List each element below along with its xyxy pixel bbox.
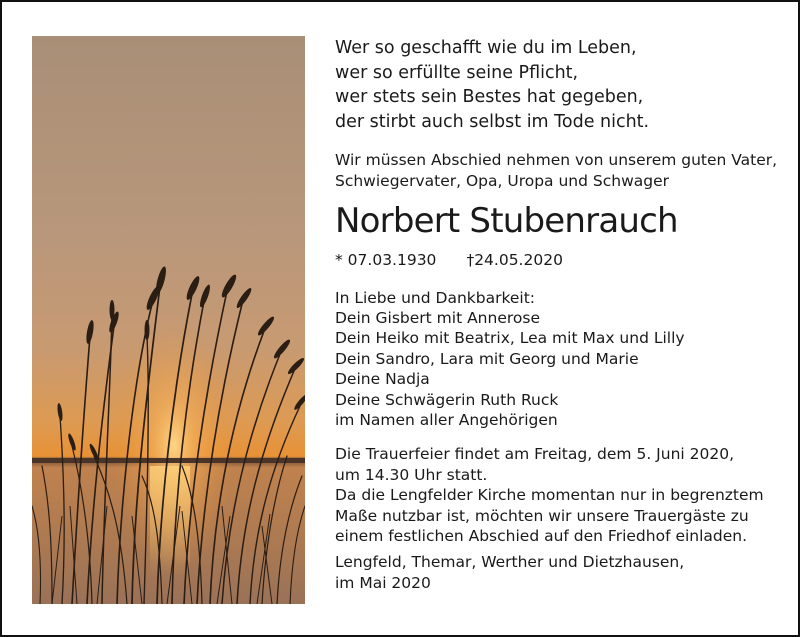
poem-line: wer stets sein Bestes hat gegeben, bbox=[335, 87, 644, 107]
poem-line: Wer so geschafft wie du im Leben, bbox=[335, 38, 637, 58]
mourner-line: Deine Nadja bbox=[335, 370, 430, 389]
mourners-list bbox=[335, 288, 785, 431]
mourner-line: im Namen aller Angehörigen bbox=[335, 410, 558, 429]
ceremony-line: einem festlichen Abschied auf den Friedhof einladen. bbox=[335, 526, 748, 545]
mourner-line: Dein Gisbert mit Annerose bbox=[335, 308, 540, 327]
ceremony-line: um 14.30 Uhr statt. bbox=[335, 465, 488, 484]
closing-line: Lengfeld, Themar, Werther und Dietzhausen, bbox=[335, 553, 685, 572]
ceremony-info bbox=[335, 444, 785, 546]
intro-line: Schwiegervater, Opa, Uropa und Schwager bbox=[335, 171, 669, 190]
death-date: †24.05.2020 bbox=[466, 251, 563, 269]
ceremony-line: Maße nutzbar ist, möchten wir unsere Trauergäste zu bbox=[335, 506, 749, 525]
mourner-line: Dein Heiko mit Beatrix, Lea mit Max und Lilly bbox=[335, 329, 685, 348]
closing-line: im Mai 2020 bbox=[335, 573, 431, 592]
sunset-reeds-photo bbox=[32, 36, 305, 604]
mourner-line: Deine Schwägerin Ruth Ruck bbox=[335, 390, 559, 409]
mourner-line: Dein Sandro, Lara mit Georg und Marie bbox=[335, 349, 639, 368]
obituary-text bbox=[335, 36, 785, 593]
poem-line: wer so erfüllte seine Pflicht, bbox=[335, 62, 579, 83]
ceremony-line: Da die Lengfelder Kirche momentan nur in begrenztem bbox=[335, 486, 764, 505]
intro-line: Wir müssen Abschied nehmen von unserem guten Vater, bbox=[335, 151, 778, 169]
closing-place-date bbox=[335, 552, 785, 593]
farewell-intro bbox=[335, 150, 785, 191]
life-dates bbox=[335, 250, 785, 271]
poem-line: der stirbt auch selbst im Tode nicht. bbox=[335, 111, 650, 132]
memorial-poem bbox=[335, 36, 785, 134]
deceased-name: Norbert Stubenrauch bbox=[335, 201, 678, 241]
mourner-line: In Liebe und Dankbarkeit: bbox=[335, 288, 536, 307]
birth-date: * 07.03.1930 bbox=[335, 251, 437, 269]
ceremony-line: Die Trauerfeier findet am Freitag, dem 5. Juni 2020, bbox=[335, 445, 734, 464]
